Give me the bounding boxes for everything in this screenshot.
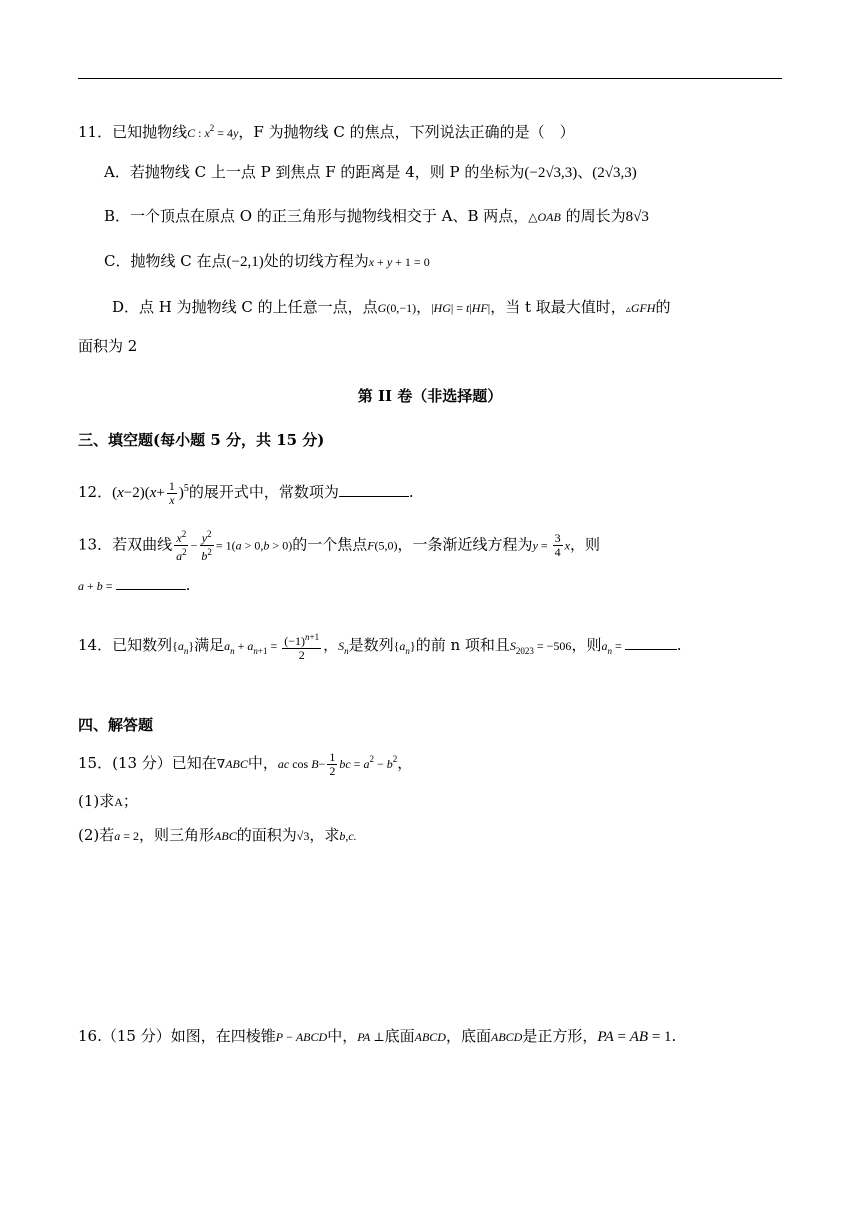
q13-line2: a + b = .: [78, 576, 191, 594]
q15-part2: (2)若a = 2，则三角形ABC的面积为√3，求b,c.: [78, 826, 357, 844]
q15-part1: (1)求A；: [78, 792, 138, 810]
header-rule: [78, 78, 782, 79]
q13-answer-blank[interactable]: [116, 575, 186, 590]
q16: 16.（15 分）如图，在四棱锥P − ABCD中，PA ⊥底面ABCD，底面ABCD是正方形，PA = AB = 1.: [78, 1027, 677, 1045]
q14-answer-blank[interactable]: [625, 635, 677, 650]
q11-option-d-line2: 面积为 2: [78, 337, 138, 355]
q14: 14．已知数列$\{a_n\}$满足$a_n + a_{n+1}$ = $\frac{(-1)^{n+1}}{2}$ ，$S_n$是数列$\{a_n\}$的前 n 项和且$S_{2023} = -506$，则$a_n$ = .: [78, 631, 682, 662]
q12: 12．(x−2)(x+ $\frac{1}{x}$ )$^5$的展开式中，常数项为 .: [78, 478, 414, 507]
q12-answer-blank[interactable]: [339, 482, 409, 497]
q15: 15．(13 分）已知在∇ABC中，ac cos B− $\frac{1}{2}$ bc = $a^2 - b^2$，: [78, 749, 413, 778]
section3-title: 三、填空题(每小题 5 分，共 15 分): [78, 431, 325, 449]
section2-title: 第 II 卷（非选择题）: [357, 387, 503, 405]
q11-option-b: B．一个顶点在原点 O 的正三角形与抛物线相交于 A、B 两点，△OAB 的周长为8√3: [104, 207, 649, 225]
q11-option-d: D．点 H 为抛物线 C 的上任意一点，点G(0,−1)，|HG| = t|HF|，当 t 取最大值时，▵GFH的: [112, 298, 671, 316]
q11-option-c: C．抛物线 C 在点(−2,1)处的切线方程为x + y + 1 = 0: [104, 252, 430, 270]
q11-stem: 11．已知抛物线C : $x^2 = 4y$，F 为抛物线 C 的焦点，下列说法正确的是（ ）: [78, 123, 575, 141]
q13: 13．若双曲线 $\frac{x^2}{a^2}$ − $\frac{y^2}{b^2}$ = 1(a > 0,b > 0)的一个焦点F(5,0)，一条渐近线方程为y = $\frac{3}{4}$ x，则: [78, 529, 601, 563]
q11-option-a: A．若抛物线 C 上一点 P 到焦点 F 的距离是 4，则 P 的坐标为(−2√3,3)、(2√3,3): [104, 163, 637, 181]
section4-title: 四、解答题: [78, 716, 154, 734]
